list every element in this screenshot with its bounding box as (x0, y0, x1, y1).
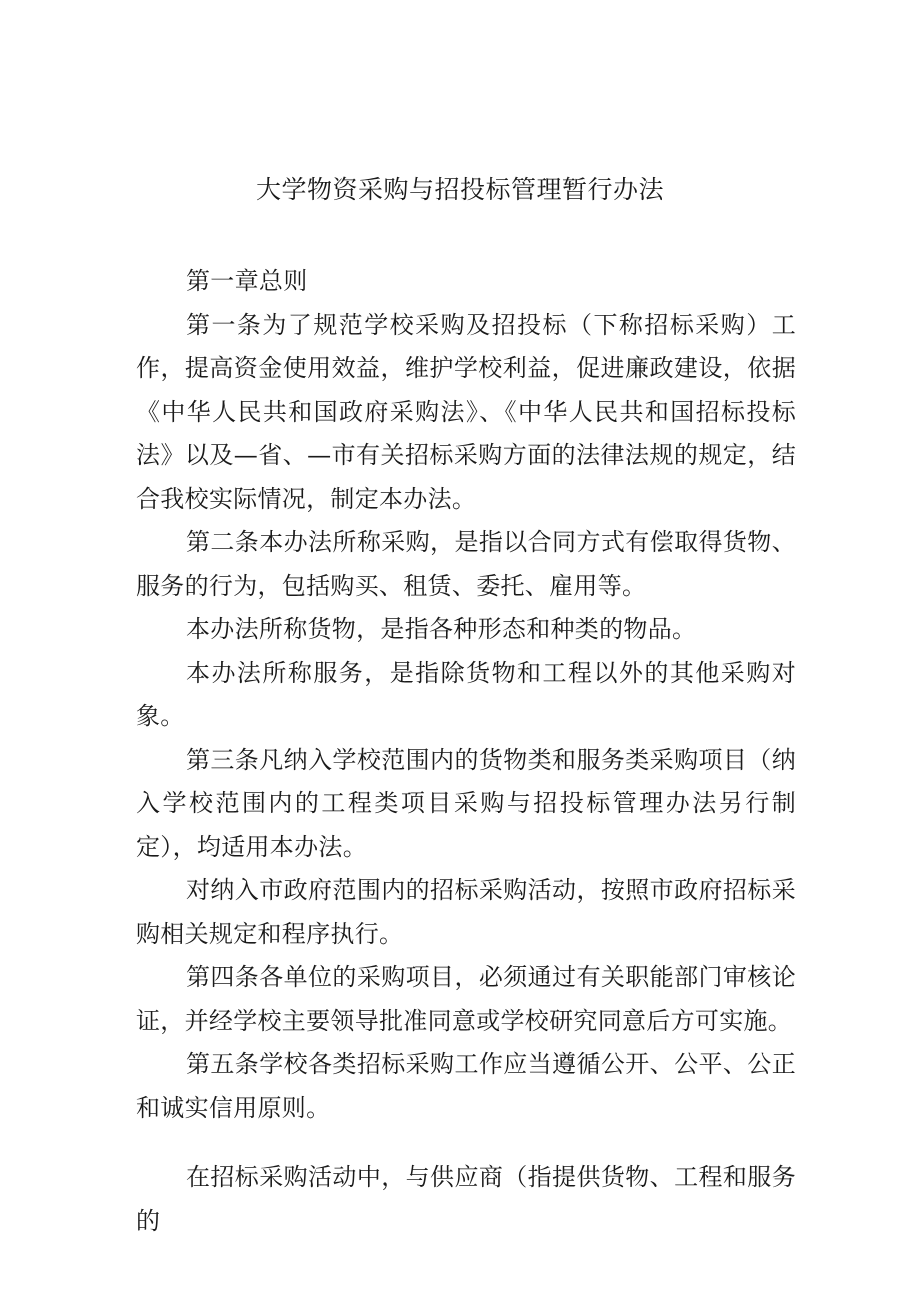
goods-definition-paragraph: 本办法所称货物，是指各种形态和种类的物品。 (186, 615, 697, 643)
article-3-paragraph: 第三条凡纳入学校范围内的货物类和服务类采购项目（纳入学校范围内的工程类项目采购与招投标管理办法另行制定），均适用本办法。 (136, 745, 796, 861)
supplier-paragraph: 在招标采购活动中，与供应商（指提供货物、工程和服务的 (136, 1163, 796, 1235)
article-4-paragraph: 第四条各单位的采购项目，必须通过有关职能部门审核论证，并经学校主要领导批准同意或学校研究同意后方可实施。 (136, 963, 796, 1035)
article-1-paragraph: 第一条为了规范学校采购及招投标（下称招标采购）工作，提高资金使用效益，维护学校利益，促进廉政建设，依据《中华人民共和国政府采购法》、《中华人民共和国招标投标法》以及—省、—市有关招标采购方面的法律法规的规定，结合我校实际情况，制定本办法。 (136, 310, 796, 513)
document-title: 大学物资采购与招投标管理暂行办法 (255, 175, 664, 204)
article-5-paragraph: 第五条学校各类招标采购工作应当遵循公开、公平、公正和诚实信用原则。 (136, 1050, 796, 1122)
services-definition-paragraph: 本办法所称服务，是指除货物和工程以外的其他采购对象。 (136, 658, 796, 730)
chapter-heading: 第一章总则 (186, 267, 308, 295)
document-body (136, 260, 796, 1243)
article-2-paragraph: 第二条本办法所称采购，是指以合同方式有偿取得货物、服务的行为，包括购买、租赁、委托、雇用等。 (136, 528, 796, 600)
municipal-procurement-paragraph: 对纳入市政府范围内的招标采购活动，按照市政府招标采购相关规定和程序执行。 (136, 876, 796, 948)
